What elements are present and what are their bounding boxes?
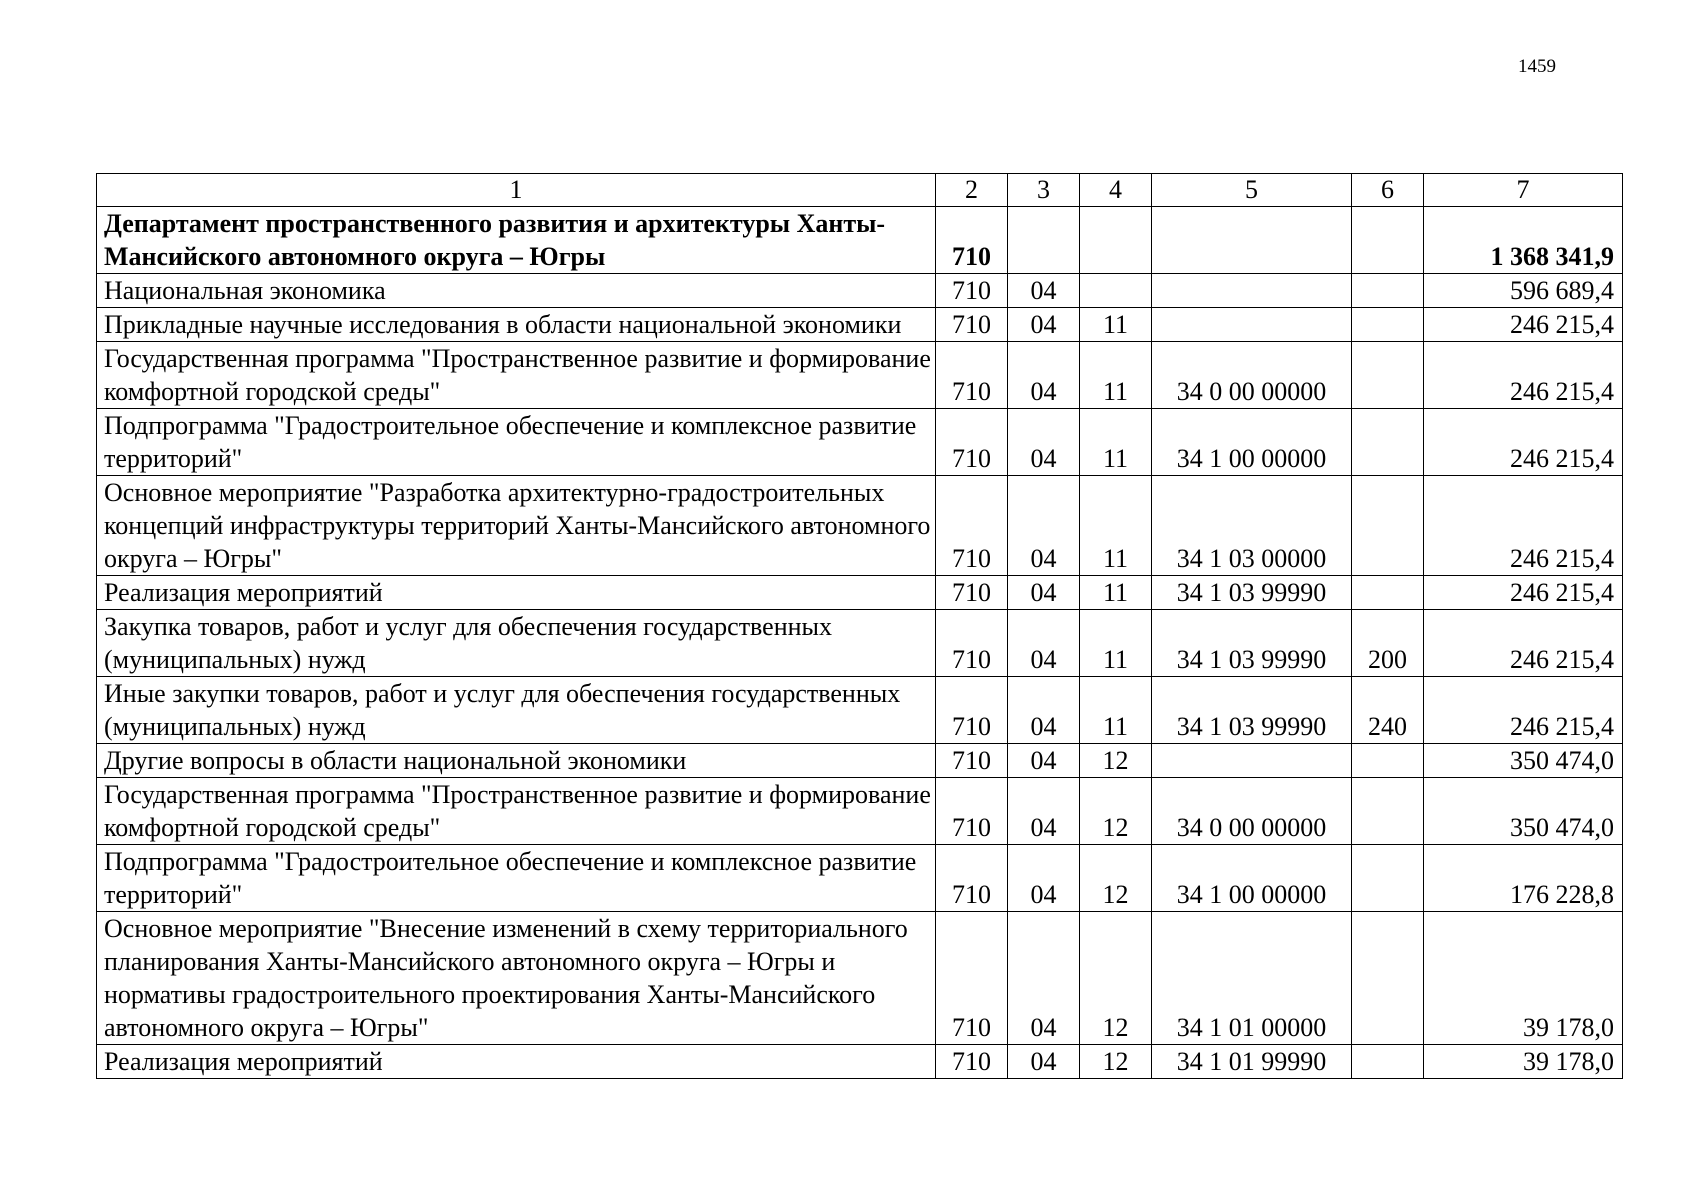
item-name: Другие вопросы в области национальной экономики (97, 744, 936, 778)
code-section: 04 (1008, 274, 1080, 308)
amount: 246 215,4 (1424, 576, 1623, 610)
code-target-item (1152, 744, 1352, 778)
code-section: 04 (1008, 409, 1080, 476)
table-row (97, 274, 1623, 308)
item-name: Департамент пространственного развития и архитектуры Ханты-Мансийского автономного округа – Югры (97, 207, 936, 274)
code-subsection: 11 (1080, 576, 1152, 610)
column-number: 7 (1424, 174, 1623, 207)
code-ministry: 710 (936, 744, 1008, 778)
table-row (97, 1045, 1623, 1079)
code-expense-type (1352, 274, 1424, 308)
code-expense-type (1352, 778, 1424, 845)
code-subsection: 11 (1080, 308, 1152, 342)
code-subsection: 11 (1080, 342, 1152, 409)
column-number: 5 (1152, 174, 1352, 207)
code-ministry: 710 (936, 610, 1008, 677)
code-target-item (1152, 308, 1352, 342)
code-ministry: 710 (936, 342, 1008, 409)
amount: 246 215,4 (1424, 610, 1623, 677)
item-name: Основное мероприятие "Разработка архитектурно-градостроительных концепций инфраструктуры территорий Ханты-Мансийского автономного округа – Югры" (97, 476, 936, 576)
table-row (97, 342, 1623, 409)
table-row (97, 409, 1623, 476)
code-expense-type: 240 (1352, 677, 1424, 744)
amount: 246 215,4 (1424, 476, 1623, 576)
table-row (97, 207, 1623, 274)
amount: 246 215,4 (1424, 409, 1623, 476)
code-subsection: 11 (1080, 409, 1152, 476)
code-section: 04 (1008, 476, 1080, 576)
code-ministry: 710 (936, 476, 1008, 576)
code-section: 04 (1008, 1045, 1080, 1079)
code-target-item: 34 1 03 99990 (1152, 677, 1352, 744)
budget-table-body (97, 174, 1623, 1079)
code-subsection (1080, 274, 1152, 308)
code-target-item: 34 1 03 99990 (1152, 610, 1352, 677)
code-target-item: 34 1 00 00000 (1152, 845, 1352, 912)
code-target-item: 34 1 01 00000 (1152, 912, 1352, 1045)
table-row (97, 744, 1623, 778)
code-subsection: 11 (1080, 610, 1152, 677)
item-name: Государственная программа "Пространственное развитие и формирование комфортной городской среды" (97, 778, 936, 845)
amount: 596 689,4 (1424, 274, 1623, 308)
code-ministry: 710 (936, 912, 1008, 1045)
code-target-item: 34 1 03 99990 (1152, 576, 1352, 610)
item-name: Основное мероприятие "Внесение изменений в схему территориального планирования Ханты-Мансийского автономного округа – Югры и нормативы градостроительного проектирования Ханты-Мансийского автономного округа – Югры" (97, 912, 936, 1045)
table-row (97, 308, 1623, 342)
code-expense-type (1352, 1045, 1424, 1079)
code-expense-type (1352, 576, 1424, 610)
table-row (97, 677, 1623, 744)
code-subsection: 12 (1080, 778, 1152, 845)
table-row (97, 778, 1623, 845)
amount: 39 178,0 (1424, 912, 1623, 1045)
item-name: Прикладные научные исследования в области национальной экономики (97, 308, 936, 342)
column-number: 1 (97, 174, 936, 207)
code-section: 04 (1008, 308, 1080, 342)
column-number: 6 (1352, 174, 1424, 207)
amount: 176 228,8 (1424, 845, 1623, 912)
code-ministry: 710 (936, 308, 1008, 342)
item-name: Национальная экономика (97, 274, 936, 308)
code-expense-type (1352, 476, 1424, 576)
item-name: Закупка товаров, работ и услуг для обеспечения государственных (муниципальных) нужд (97, 610, 936, 677)
table-row (97, 845, 1623, 912)
code-section: 04 (1008, 576, 1080, 610)
code-ministry: 710 (936, 409, 1008, 476)
code-subsection: 11 (1080, 476, 1152, 576)
amount: 350 474,0 (1424, 778, 1623, 845)
page-number: 1459 (1518, 56, 1556, 77)
code-section: 04 (1008, 744, 1080, 778)
code-target-item: 34 0 00 00000 (1152, 342, 1352, 409)
code-expense-type: 200 (1352, 610, 1424, 677)
column-number-row (97, 174, 1623, 207)
item-name: Государственная программа "Пространственное развитие и формирование комфортной городской среды" (97, 342, 936, 409)
code-expense-type (1352, 308, 1424, 342)
code-subsection (1080, 207, 1152, 274)
code-subsection: 12 (1080, 1045, 1152, 1079)
code-ministry: 710 (936, 1045, 1008, 1079)
column-number: 3 (1008, 174, 1080, 207)
code-ministry: 710 (936, 778, 1008, 845)
amount: 246 215,4 (1424, 342, 1623, 409)
code-expense-type (1352, 845, 1424, 912)
code-expense-type (1352, 912, 1424, 1045)
code-subsection: 12 (1080, 845, 1152, 912)
code-section: 04 (1008, 845, 1080, 912)
budget-table (96, 173, 1623, 1079)
code-section (1008, 207, 1080, 274)
code-ministry: 710 (936, 845, 1008, 912)
code-ministry: 710 (936, 274, 1008, 308)
amount: 1 368 341,9 (1424, 207, 1623, 274)
amount: 39 178,0 (1424, 1045, 1623, 1079)
table-row (97, 576, 1623, 610)
code-ministry: 710 (936, 677, 1008, 744)
code-section: 04 (1008, 912, 1080, 1045)
code-target-item (1152, 274, 1352, 308)
item-name: Подпрограмма "Градостроительное обеспечение и комплексное развитие территорий" (97, 409, 936, 476)
amount: 246 215,4 (1424, 308, 1623, 342)
amount: 246 215,4 (1424, 677, 1623, 744)
item-name: Иные закупки товаров, работ и услуг для обеспечения государственных (муниципальных) нужд (97, 677, 936, 744)
code-section: 04 (1008, 610, 1080, 677)
amount: 350 474,0 (1424, 744, 1623, 778)
column-number: 2 (936, 174, 1008, 207)
column-number: 4 (1080, 174, 1152, 207)
item-name: Реализация мероприятий (97, 576, 936, 610)
code-target-item: 34 1 00 00000 (1152, 409, 1352, 476)
code-target-item (1152, 207, 1352, 274)
code-ministry: 710 (936, 576, 1008, 610)
code-expense-type (1352, 342, 1424, 409)
code-section: 04 (1008, 342, 1080, 409)
code-section: 04 (1008, 778, 1080, 845)
code-ministry: 710 (936, 207, 1008, 274)
table-row (97, 476, 1623, 576)
code-subsection: 12 (1080, 744, 1152, 778)
code-section: 04 (1008, 677, 1080, 744)
code-target-item: 34 0 00 00000 (1152, 778, 1352, 845)
code-target-item: 34 1 01 99990 (1152, 1045, 1352, 1079)
table-row (97, 610, 1623, 677)
table-row (97, 912, 1623, 1045)
item-name: Реализация мероприятий (97, 1045, 936, 1079)
code-subsection: 11 (1080, 677, 1152, 744)
code-expense-type (1352, 744, 1424, 778)
code-expense-type (1352, 207, 1424, 274)
code-expense-type (1352, 409, 1424, 476)
code-target-item: 34 1 03 00000 (1152, 476, 1352, 576)
item-name: Подпрограмма "Градостроительное обеспечение и комплексное развитие территорий" (97, 845, 936, 912)
code-subsection: 12 (1080, 912, 1152, 1045)
